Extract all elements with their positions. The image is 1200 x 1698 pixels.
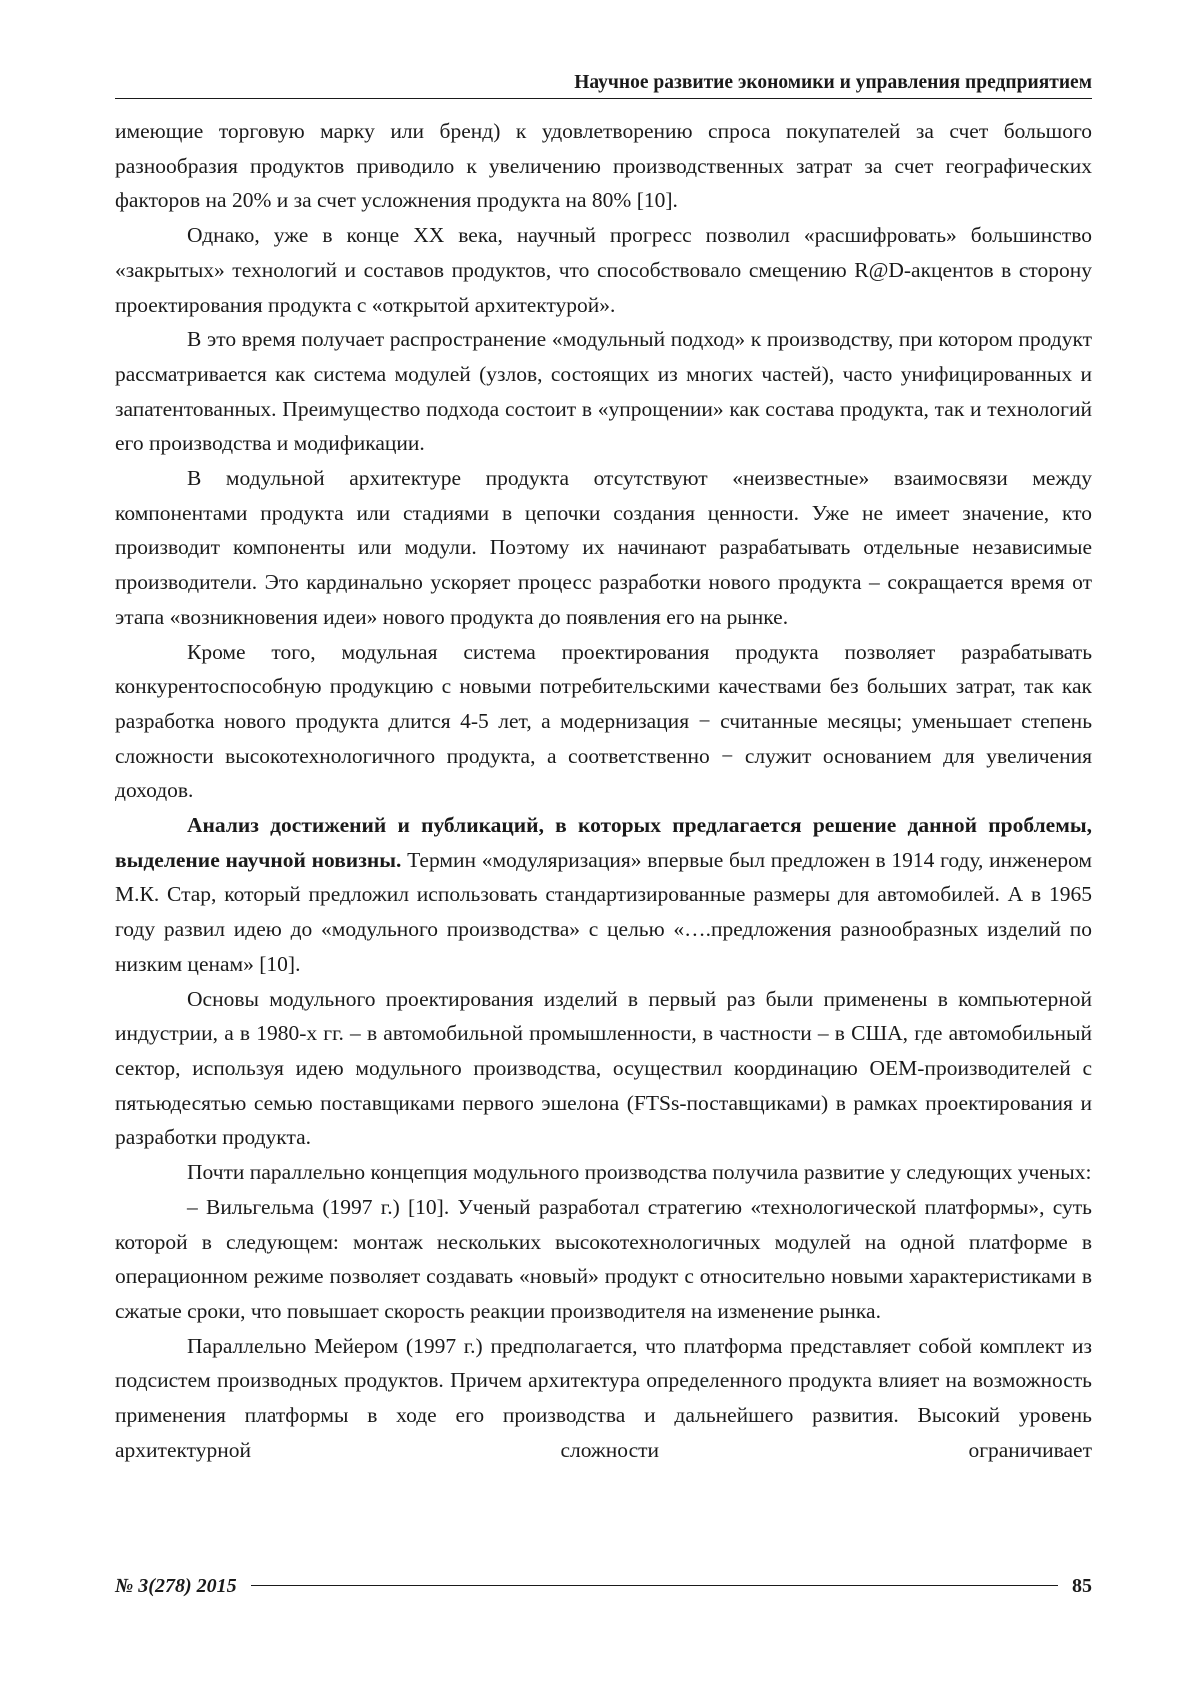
- paragraph-10: Параллельно Мейером (1997 г.) предполагается, что платформа представляет собой комплект из подсистем производных продуктов. Причем архитектура определенного продукта влияет на возможность применения платформы в ходе его производства и дальнейшего развития. Высокий уровень архитектурной сложности ограничивает: [115, 1329, 1092, 1468]
- paragraph-8: Почти параллельно концепция модульного производства получила развитие у следующих ученых:: [115, 1155, 1092, 1190]
- page-number: 85: [1072, 1572, 1092, 1600]
- issue-number: № 3(278) 2015: [115, 1572, 237, 1600]
- paragraph-5: Кроме того, модульная система проектирования продукта позволяет разрабатывать конкурентоспособную продукцию с новыми потребительскими качествами без больших затрат, так как разработка нового продукта длится 4-5 лет, а модернизация − считанные месяцы; уменьшает степень сложности высокотехнологичного продукта, а соответственно − служит основанием для увеличения доходов.: [115, 635, 1092, 809]
- running-header: [115, 70, 1092, 99]
- paragraph-7: Основы модульного проектирования изделий в первый раз были применены в компьютерной индустрии, а в 1980-х гг. – в автомобильной промышленности, в частности – в США, где автомобильный сектор, используя идею модульного производства, осуществил координацию OEM-производителей с пятьюдесятью семью поставщиками первого эшелона (FTSs-поставщиками) в рамках проектирования и разработки продукта.: [115, 982, 1092, 1156]
- footer-rule: [251, 1585, 1058, 1586]
- page-footer: [115, 1572, 1092, 1600]
- paragraph-6: [115, 808, 1092, 982]
- paragraph-9: – Вильгельма (1997 г.) [10]. Ученый разработал стратегию «технологической платформы», суть которой в следующем: монтаж нескольких высокотехнологичных модулей на одной платформе в операционном режиме позволяет создавать «новый» продукт с относительно новыми характеристиками в сжатые сроки, что повышает скорость реакции производителя на изменение рынка.: [115, 1190, 1092, 1329]
- paragraph-2: Однако, уже в конце XX века, научный прогресс позволил «расшифровать» большинство «закрытых» технологий и составов продуктов, что способствовало смещению R@D-акцентов в сторону проектирования продукта с «открытой архитектурой».: [115, 218, 1092, 322]
- article-body: [115, 114, 1092, 1467]
- paragraph-6-text: Термин «модуляризация» впервые был предложен в 1914 году, инженером М.К. Стар, который предложил использовать стандартизированные размеры для автомобилей. А в 1965 году развил идею до «модульного производства» с целью «….предложения разнообразных изделий по низким ценам» [10].: [115, 848, 1092, 976]
- section-heading-inline: Анализ достижений и публикаций, в которых предлагается решение данной проблемы, выделение научной новизны.: [115, 813, 1092, 872]
- paragraph-1: имеющие торговую марку или бренд) к удовлетворению спроса покупателей за счет большого разнообразия продуктов приводило к увеличению производственных затрат за счет географических факторов на 20% и за счет усложнения продукта на 80% [10].: [115, 114, 1092, 218]
- paragraph-4: В модульной архитектуре продукта отсутствуют «неизвестные» взаимосвязи между компонентами продукта или стадиями в цепочки создания ценности. Уже не имеет значение, кто производит компоненты или модули. Поэтому их начинают разрабатывать отдельные независимые производители. Это кардинально ускоряет процесс разработки нового продукта – сокращается время от этапа «возникновения идеи» нового продукта до появления его на рынке.: [115, 461, 1092, 635]
- paragraph-3: В это время получает распространение «модульный подход» к производству, при котором продукт рассматривается как система модулей (узлов, состоящих из многих частей), часто унифицированных и запатентованных. Преимущество подхода состоит в «упрощении» как состава продукта, так и технологий его производства и модификации.: [115, 322, 1092, 461]
- journal-title: Научное развитие экономики и управления предприятием: [574, 72, 1092, 93]
